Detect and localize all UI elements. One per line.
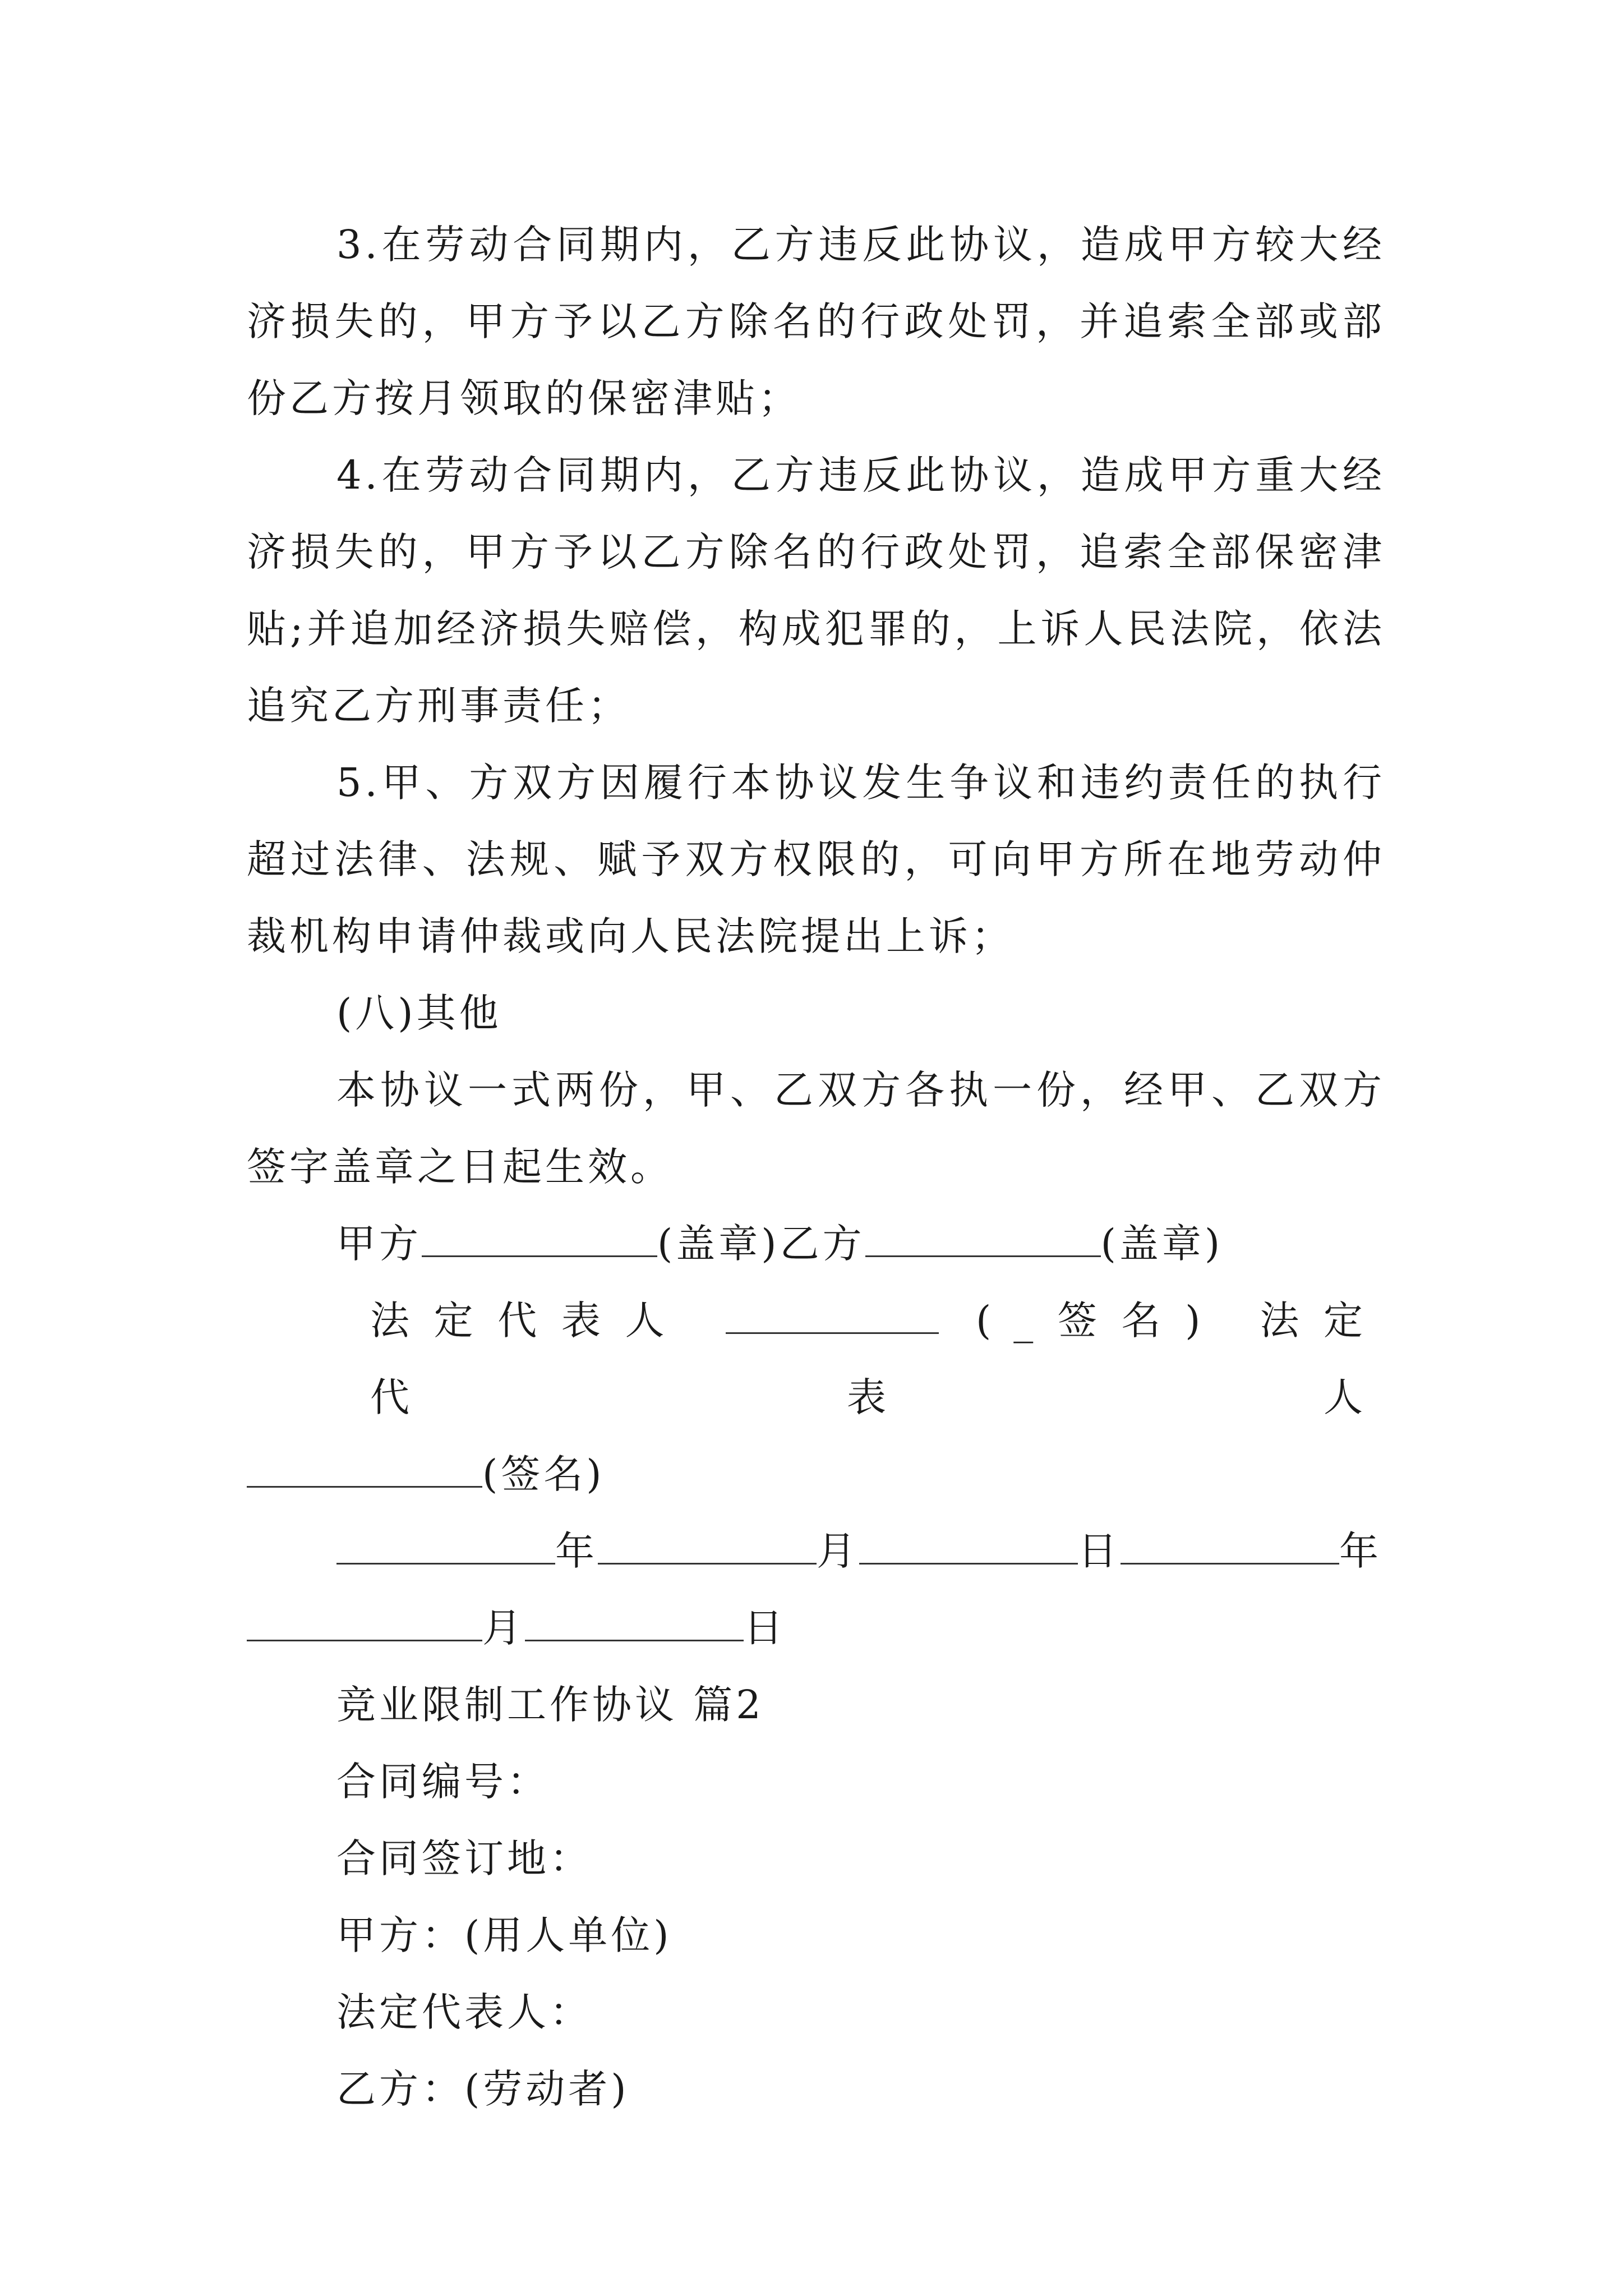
- day-blank-1: [859, 1524, 1078, 1565]
- party-b-worker-label: 乙方：(劳动者): [336, 2066, 630, 2112]
- date-row-2: [247, 1590, 1385, 1667]
- legal-rep-blank-1: [726, 1293, 939, 1334]
- clause-4: 4.在劳动合同期内，乙方违反此协议，造成甲方重大经济损失的，甲方予以乙方除名的行政处罚，追索全部保密津贴;并追加经济损失赔偿，构成犯罪的，上诉人民法院，依法追究乙方刑事责任；: [247, 452, 1385, 729]
- month-label-1: 月: [817, 1528, 859, 1574]
- party-a-blank: [422, 1216, 657, 1257]
- section-8-heading: (八)其他: [336, 990, 502, 1036]
- contract-2-title: 竞业限制工作协议 篇2: [336, 1682, 764, 1728]
- day-label-2: 日: [744, 1605, 786, 1651]
- year-label-2: 年: [1339, 1528, 1382, 1574]
- year-blank-2: [1121, 1524, 1339, 1565]
- day-blank-2: [525, 1600, 744, 1641]
- party-signature-row: [247, 1205, 1385, 1282]
- date-row-1: [247, 1513, 1385, 1590]
- legal-rep-row-continued: [247, 1436, 1385, 1513]
- legal-rep-field-label: 法定代表人：: [336, 1989, 592, 2035]
- month-blank-2: [247, 1600, 482, 1641]
- month-label-2: 月: [482, 1605, 525, 1651]
- legal-rep-row: [247, 1282, 1385, 1436]
- party-a-label: 甲方: [336, 1221, 422, 1267]
- month-blank-1: [598, 1524, 817, 1565]
- party-b-label: 乙方: [780, 1221, 865, 1267]
- year-label-1: 年: [555, 1528, 598, 1574]
- legal-rep-label-1: 法定代表人: [370, 1297, 689, 1343]
- clause-5: 5.甲、方双方因履行本协议发生争议和违约责任的执行超过法律、法规、赋予双方权限的，可向甲方所在地劳动仲裁机构申请仲裁或向人民法院提出上诉；: [247, 760, 1385, 959]
- contract-number-label: 合同编号：: [336, 1759, 550, 1805]
- document-body: [247, 206, 1385, 2128]
- contract-place-label: 合同签订地：: [336, 1835, 592, 1881]
- year-blank-1: [336, 1524, 555, 1565]
- party-b-blank: [865, 1216, 1101, 1257]
- legal-rep-blank-2: [247, 1447, 482, 1488]
- seal-label-1: (盖章): [657, 1221, 780, 1267]
- copies-clause: 本协议一式两份，甲、乙双方各执一份，经甲、乙双方签字盖章之日起生效。: [247, 1067, 1385, 1190]
- day-label-1: 日: [1078, 1528, 1121, 1574]
- sign-label-1: (_签名): [975, 1297, 1223, 1343]
- sign-label-2: (签名): [482, 1451, 605, 1497]
- seal-label-2: (盖章): [1100, 1221, 1224, 1267]
- legal-rep-label-2: 法定代表人: [370, 1297, 1385, 1420]
- party-a-employer-label: 甲方：(用人单位): [336, 1912, 672, 1958]
- clause-3: 3.在劳动合同期内，乙方违反此协议，造成甲方较大经济损失的，甲方予以乙方除名的行政处罚，并追索全部或部份乙方按月领取的保密津贴；: [247, 222, 1385, 421]
